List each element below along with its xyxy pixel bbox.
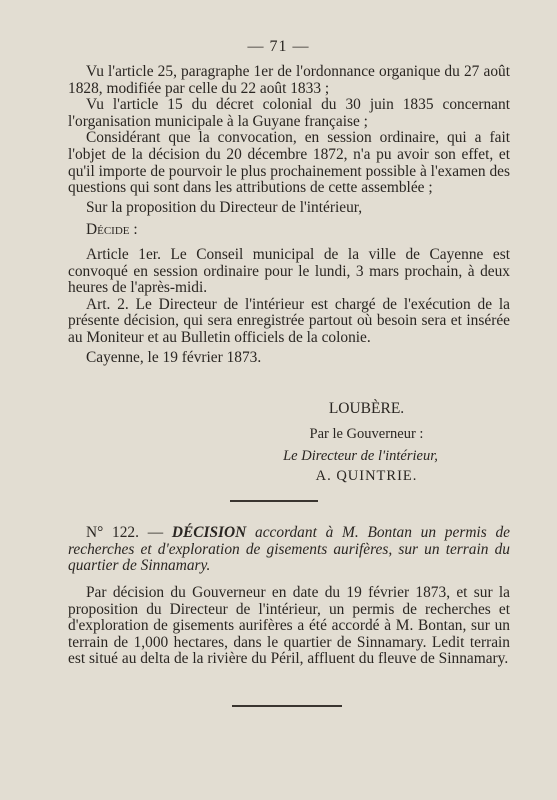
decision-heading — [68, 525, 510, 575]
signature-by: Par le Gouverneur : — [309, 426, 424, 442]
signature-name: LOUBÈRE. — [328, 400, 405, 417]
decision-heading-text — [68, 525, 510, 575]
section-divider — [230, 500, 318, 502]
decision-word: DÉCISION — [171, 524, 247, 541]
preamble-section — [68, 64, 510, 366]
end-divider — [232, 705, 342, 707]
article-1: Article 1er. Le Conseil municipal de la ville de Cayenne est convoqué en session ordinaire pour le lundi, 3 mars prochain, à deux heures de l'après-midi. — [68, 245, 510, 297]
preamble-paragraph-3: Considérant que la convocation, en session ordinaire, qui a fait l'objet de la décision du 20 décembre 1872, n'a pu avoir son effet, et qu'il importe de pourvoir le plus prochainement possible à l'examen des questions qui sont dans les attributions de cette assemblée ; — [68, 129, 510, 197]
page-number: — 71 — — [247, 38, 310, 55]
decision-number: N° 122. — — [86, 524, 164, 541]
decision-heading-rest: accordant à M. Bontan un permis de recherches et d'exploration de gisements aurifères, sur un terrain du quartier de Sinnamary. — [68, 524, 510, 575]
decision-body: Par décision du Gouverneur en date du 19 février 1873, et sur la proposition du Directeur de l'intérieur, un permis de recherches et d'exploration de gisements aurifères a été accordé à M. Bontan, sur un terrain de 1,000 hectares, dans le quartier de Sinnamary. Ledit terrain est situé au delta de la rivière du Péril, affluent du fleuve de Sinnamary. — [68, 584, 510, 668]
decision-body-section — [68, 585, 510, 668]
preamble-paragraph-1: Vu l'article 25, paragraphe 1er de l'ordonnance organique du 27 août 1828, modifiée par celle du 22 août 1833 ; — [68, 63, 510, 97]
signature-title: Le Directeur de l'intérieur, — [283, 448, 438, 464]
preamble-paragraph-2: Vu l'article 15 du décret colonial du 30 juin 1835 concernant l'organisation municipale à la Guyane française ; — [68, 96, 510, 130]
article-2: Art. 2. Le Directeur de l'intérieur est chargé de l'exécution de la présente décision, qui sera enregistrée partout où besoin sera et insérée au Moniteur et au Bulletin officiels de la colonie. — [68, 295, 510, 346]
decide-heading: Décide : — [86, 221, 138, 239]
date-line: Cayenne, le 19 février 1873. — [86, 348, 262, 366]
preamble-paragraph-4: Sur la proposition du Directeur de l'intérieur, — [86, 198, 363, 216]
signature-director: A. QUINTRIE. — [315, 468, 418, 484]
